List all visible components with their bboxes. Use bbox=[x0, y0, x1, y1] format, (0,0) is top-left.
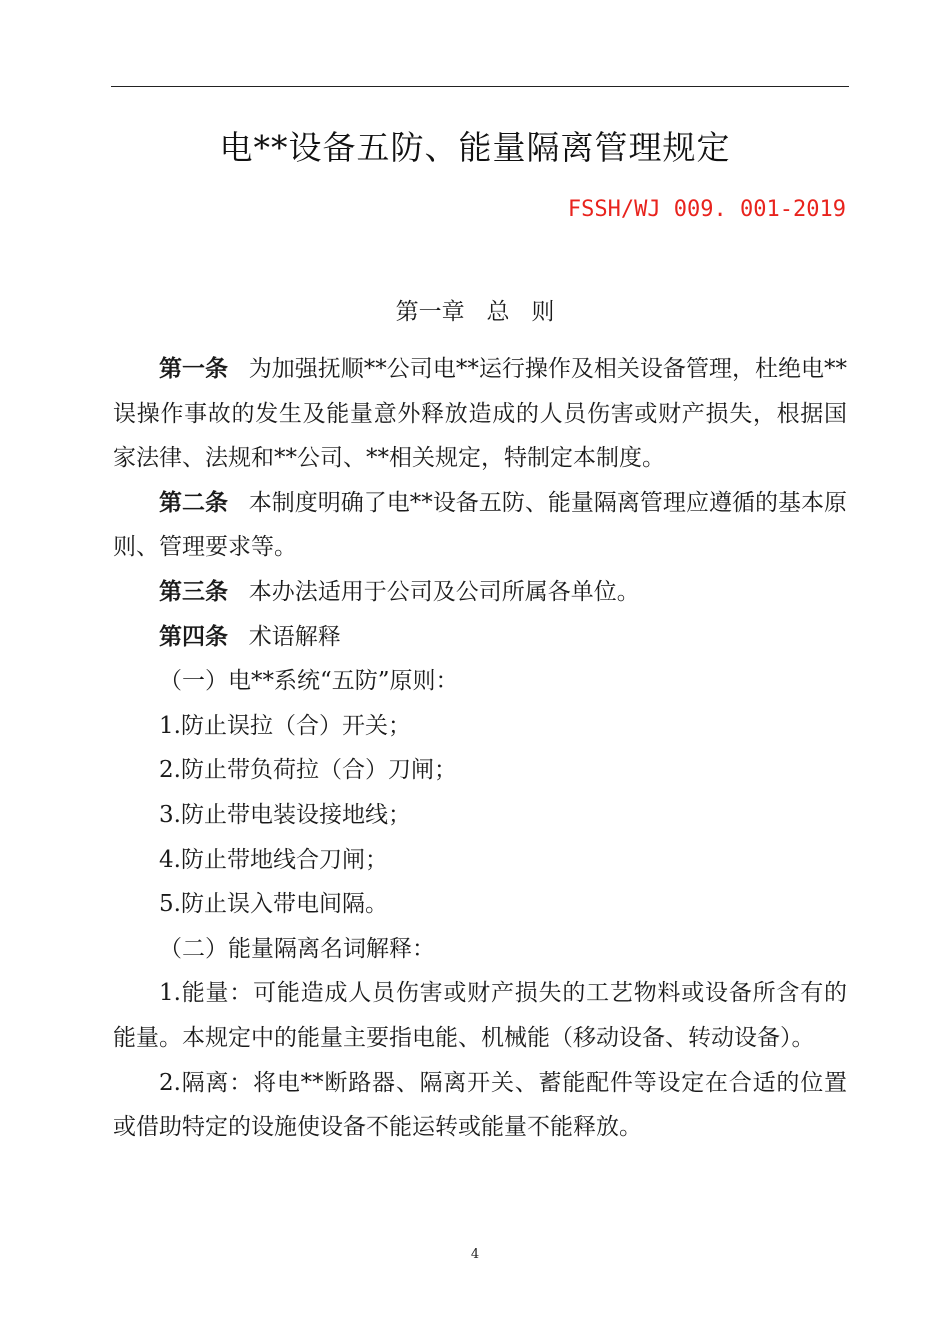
five-prevention-item-3: 3.防止带电装设接地线； bbox=[159, 801, 411, 828]
article-1-text: 为加强抚顺**公司电**运行操作及相关设备管理，杜绝电**误操作事故的发生及能量意外释放造成的人员伤害或财产损失，根据国家法律、法规和**公司、**相关规定，特制定本制度。 bbox=[113, 356, 848, 472]
document-body bbox=[113, 347, 847, 1150]
section-energy-isolation-heading: （二）能量隔离名词解释： bbox=[159, 935, 435, 962]
five-prevention-item-1: 1.防止误拉（合）开关； bbox=[159, 712, 411, 739]
five-prevention-item-2: 2.防止带负荷拉（合）刀闸； bbox=[159, 757, 457, 784]
article-4 bbox=[113, 615, 847, 660]
article-1-label: 第一条 bbox=[159, 356, 229, 382]
header-rule bbox=[111, 86, 849, 87]
article-3-text: 本办法适用于公司及公司所属各单位。 bbox=[248, 578, 640, 605]
article-3-label: 第三条 bbox=[159, 578, 228, 605]
five-prevention-item-4: 4.防止带地线合刀闸； bbox=[159, 846, 388, 873]
article-4-text: 术语解释 bbox=[248, 623, 341, 650]
definition-isolation: 2.隔离：将电**断路器、隔离开关、蓄能配件等设定在合适的位置或借助特定的设施使设备不能运转或能量不能释放。 bbox=[113, 1069, 847, 1141]
article-2-text: 本制度明确了电**设备五防、能量隔离管理应遵循的基本原则、管理要求等。 bbox=[113, 489, 848, 561]
document-code: FSSH/WJ 009. 001-2019 bbox=[567, 197, 846, 222]
section-five-prevention-heading: （一）电**系统“五防”原则： bbox=[159, 668, 459, 695]
article-2 bbox=[113, 481, 847, 570]
article-2-label: 第二条 bbox=[159, 489, 229, 516]
article-3 bbox=[113, 570, 847, 615]
article-4-label: 第四条 bbox=[159, 623, 228, 650]
five-prevention-item-5: 5.防止误入带电间隔。 bbox=[159, 891, 388, 918]
page-number: 4 bbox=[470, 1247, 480, 1262]
definition-energy: 1.能量：可能造成人员伤害或财产损失的工艺物料或设备所含有的能量。本规定中的能量主要指电能、机械能（移动设备、转动设备）。 bbox=[113, 980, 847, 1051]
chapter-title: 第一章 总 则 bbox=[395, 299, 555, 325]
document-title: 电**设备五防、能量隔离管理规定 bbox=[219, 128, 731, 167]
article-1 bbox=[113, 347, 847, 481]
